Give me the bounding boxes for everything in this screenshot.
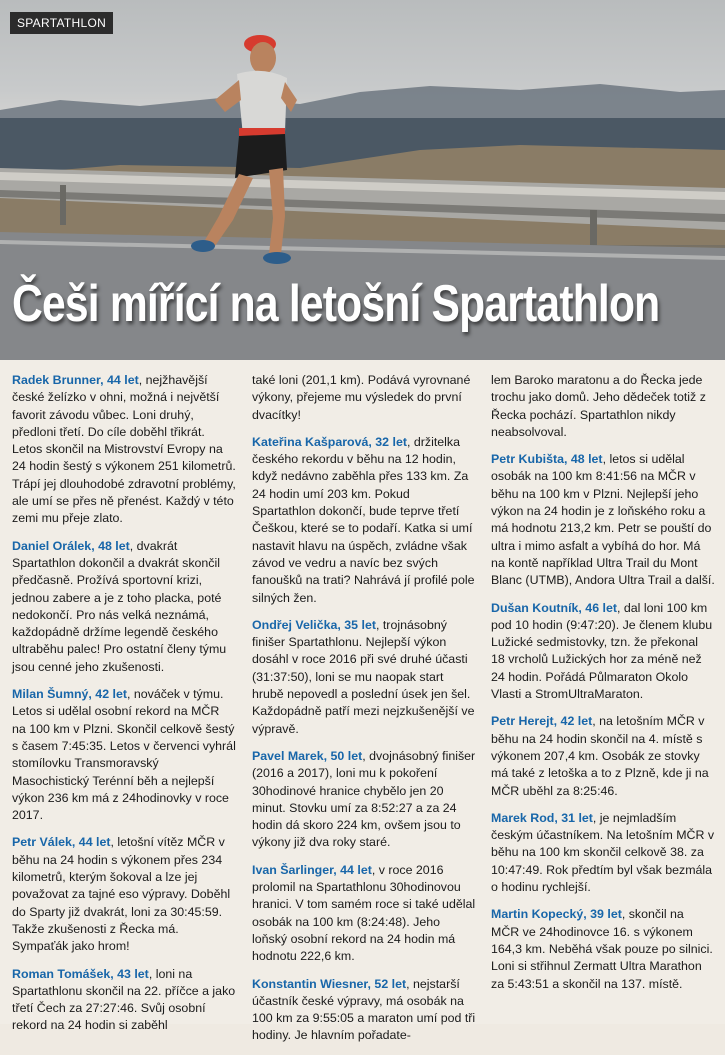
athlete-name: Petr Válek, 44 let bbox=[12, 835, 111, 850]
athlete-text: , letošní vítěz MČR v běhu na 24 hodin s výkonem přes 234 kilometrů, kterým šokoval a lze jej považovat za tajné eso výpravy. Doběhl do Sparty již dvakrát, loni za 30:45:59. Takže zkušenosti z Řecka má. Sympaťák jako hrom! bbox=[12, 835, 231, 954]
athlete-text: , nejžhavější české želízko v ohni, možná i největší favorit závodu vůbec. Loni druhý, předloni třetí. Do cíle doběhl třikrát. Letos skončil na Mistrovství Evropy na 24 hodin šestý s výkonem 251 kilometrů. Trápí jej dlouhodobé zdravotní problémy, ale umí se přes ně přenést. Každý v této zemi mu přeje zlato. bbox=[12, 373, 236, 526]
athlete-name: Martin Kopecký, 39 let bbox=[491, 907, 622, 922]
athlete-name: Konstantin Wiesner, 52 let bbox=[252, 976, 407, 991]
athlete-text: , trojnásobný finišer Spartathlonu. Nejlepší výkon dosáhl v roce 2016 při své druhé účasti (31:37:50), loni se mu naopak start hrubě nepovedl a poslední úsek jen šel. Každopádně patří mezi nejzkušenější ve výpravě. bbox=[252, 617, 475, 736]
column-2 bbox=[252, 372, 476, 1055]
entry bbox=[252, 617, 476, 738]
entry bbox=[491, 372, 715, 441]
entry bbox=[252, 372, 476, 424]
athlete-name: Roman Tomášek, 43 let bbox=[12, 966, 149, 981]
athlete-text: , v roce 2016 prolomil na Spartathlonu 30hodinovou hranici. V tom samém roce si také udělal osobák na 100 km (8:24:48). Jeho loňský osobní rekord na 24 hodin má hodnotu 222,6 km. bbox=[252, 862, 476, 964]
athlete-name: Ondřej Velička, 35 let bbox=[252, 617, 376, 632]
entry bbox=[252, 862, 476, 966]
athlete-name: Petr Herejt, 42 let bbox=[491, 714, 593, 729]
athlete-text: , dvojnásobný finišer (2016 a 2017), loni mu k pokoření 30hodinové hranice chybělo jen 20 minut. Stovku umí za 8:52:27 a za 24 hodin dá skoro 224 km, ovšem jsou to výkony již dva roky staré. bbox=[252, 748, 476, 850]
athlete-name: Ivan Šarlinger, 44 let bbox=[252, 862, 372, 877]
entry bbox=[491, 810, 715, 896]
athlete-name: Daniel Orálek, 48 let bbox=[12, 538, 130, 553]
athlete-text: , skončil na MČR ve 24hodinovce 16. s výkonem 164,3 km. Neběhá však pouze po silnici. Loni si střihnul Zermatt Ultra Marathon za 5:43:51 a skončil na 137. místě. bbox=[491, 907, 713, 991]
athlete-name: Pavel Marek, 50 let bbox=[252, 748, 363, 763]
athlete-text: , nováček v týmu. Letos si udělal osobní rekord na MČR na 100 km v Plzni. Skončil celkově šestý s časem 7:45:35. Letos v červenci vyhrál stomílovku Transmoravský Masochistický Terénní běh a nejlepší výkon 236 km má z 24hodinovky v roce 2017. bbox=[12, 687, 236, 823]
headline: Češi mířící na letošní Spartathlon bbox=[12, 275, 660, 333]
entry bbox=[491, 906, 715, 992]
athlete-name: Radek Brunner, 44 let bbox=[12, 373, 139, 387]
athlete-text: , dvakrát Spartathlon dokončil a dvakrát skončil předčasně. Prožívá sportovní krizi, jednou zabere a je z toho placka, poté nedokončí. Pro nás velká neznámá, každopádně držíme legendě českého ultraběhu palec! Pro ostatní členy týmu jsou cenné jeho zkušenosti. bbox=[12, 538, 227, 674]
entry bbox=[491, 713, 715, 799]
entry bbox=[252, 434, 476, 607]
athlete-name: Marek Rod, 31 let bbox=[491, 810, 593, 825]
athlete-text: , nejstarší účastník české výpravy, má osobák na 100 km za 9:55:05 a maraton umí pod tři hodiny. Je hlavním pořadate- bbox=[252, 976, 476, 1043]
column-3 bbox=[491, 372, 715, 1003]
entry bbox=[12, 686, 236, 824]
athlete-text: , letos si udělal osobák na 100 km 8:41:56 na MČR v běhu na 100 km v Plzni. Nejlepší jeho výkon na 24 hodin je z loňského roku a má hodnotu 213,2 km. Petr se pouští do ultra i mimo asfalt a vybíhá do hor. Má na kontě například Ultra Trail du Mont Blanc (UTMB), Andora Ultra Trail a další. bbox=[491, 452, 715, 588]
entry bbox=[491, 600, 715, 704]
entry bbox=[252, 976, 476, 1045]
athlete-name: Kateřina Kašparová, 32 let bbox=[252, 434, 407, 449]
column-1 bbox=[12, 372, 236, 1045]
athlete-text: , na letošním MČR v běhu na 24 hodin skončil na 4. místě s výkonem 207,4 km. Osobák ze stovky má také z letoška a to z Plzně, kde ji na MČR uběhl za 8:25:46. bbox=[491, 714, 709, 798]
athlete-name: Milan Šumný, 42 let bbox=[12, 687, 127, 702]
hero-photo bbox=[0, 0, 725, 360]
athlete-text: , dal loni 100 km pod 10 hodin (9:47:20). Je členem klubu Lužické sedmistovky, tzn. že překonal 18 vrcholů Lužických hor za méně než 24 hodin. Pořádá Půlmaraton Okolo Vlasti a StromUltraMaraton. bbox=[491, 600, 713, 702]
section-tag: SPARTATHLON bbox=[10, 12, 113, 34]
athlete-text: , loni na Spartathlonu skončil na 22. příčce a jako třetí Čech za 27:27:46. Svůj osobní rekord na 24 hodin si zaběhl bbox=[12, 966, 236, 1033]
entry bbox=[491, 451, 715, 589]
athlete-name: Dušan Koutník, 46 let bbox=[491, 600, 617, 615]
athlete-text: také loni (201,1 km). Podává vyrovnané výkony, přejeme mu výsledek do první dvacítky! bbox=[252, 373, 471, 422]
article-body bbox=[0, 360, 725, 1043]
entry bbox=[12, 834, 236, 955]
entry bbox=[252, 748, 476, 852]
athlete-text: lem Baroko maratonu a do Řecka jede trochu jako domů. Jeho dědeček totiž z Řecka pochází. Spartathlon nikdy neabsolvoval. bbox=[491, 373, 706, 439]
athlete-text: , je nejmladším českým účastníkem. Na letošním MČR v běhu na 100 km skončil celkově 38. za 10:47:49. Rok předtím byl však bezmála o hodinu rychlejší. bbox=[491, 810, 715, 895]
athlete-name: Petr Kubišta, 48 let bbox=[491, 452, 603, 467]
entry bbox=[12, 372, 236, 528]
entry bbox=[12, 538, 236, 676]
athlete-text: , držitelka českého rekordu v běhu na 12 hodin, když nedávno zaběhla přes 133 km. Za 24 hodin umí 203 km. Pokud Spartathlon dokončí, bude teprve třetí Češkou, které se to podaří. Katka si umí nastavit hlavu na úspěch, zvládne však závod ve vedru a navíc bez svých fanoušků na trati? Nahrává jí profilé pole silných žen. bbox=[252, 434, 475, 605]
entry bbox=[12, 966, 236, 1035]
